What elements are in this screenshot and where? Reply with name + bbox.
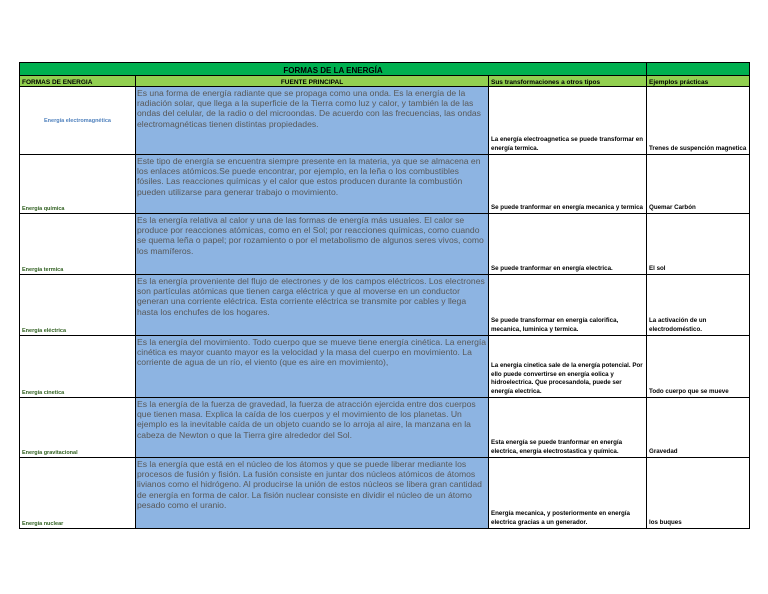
spreadsheet [19,62,749,529]
header-row [20,76,750,87]
table-row [20,275,750,336]
table-row [20,398,750,458]
transform-cell: Se puede transformar en energía calorifica, mecanica, luminica y termica. [489,275,647,336]
energy-name-cell: Energía electromagnética [20,87,136,155]
example-cell: La activación de un electrodoméstico. [647,275,750,336]
header-forms: FORMAS DE ENERGIA [20,76,136,87]
transform-cell: Energía mecanica, y posteriormente en energía electrica gracias a un generador. [489,458,647,529]
source-cell: Es una forma de energía radiante que se propaga como una onda. Es la energía de la radiación solar, que llega a la superficie de la Tierra como luz y calor, y también la de las ondas del celular, de la radio o del microondas. De acuerdo con las frecuencias, las ondas electromagnéticas tienen distintas propiedades. [136,87,489,155]
transform-cell: La energía electroagnetica se puede transformar en energía termica. [489,87,647,155]
table-row [20,155,750,214]
transform-cell: Se puede tranformar en energía electrica. [489,214,647,275]
header-examples: Ejemplos prácticas [647,76,750,87]
source-cell: Es la energía que está en el núcleo de los átomos y que se puede liberar mediante los procesos de fusión y fisión. La fusión consiste en juntar dos núcleos atómicos de átomos livianos como el hidrógeno. Al producirse la unión de estos núcleos se libera gran cantidad de energía en forma de calor. La fisión nuclear consiste en dividir el núcleo de un átomo pesado como el uranio. [136,458,489,529]
table-row [20,336,750,398]
energy-name-cell: Energía química [20,155,136,214]
header-transform: Sus transformaciones a otros tipos [489,76,647,87]
source-cell: Es la energía relativa al calor y una de las formas de energía más usuales. El calor se produce por reacciones atómicas, como en el Sol; por reacciones químicas, como cuando se quema leña o papel; por rozamiento o por el metabolismo de algunos seres vivos, como los mamíferos. [136,214,489,275]
example-cell: Trenes de suspención magnetica [647,87,750,155]
energy-name-cell: Energía eléctrica [20,275,136,336]
transform-cell: Esta energía se puede tranformar en energía electrica, energía electrostastica y química. [489,398,647,458]
source-cell: Este tipo de energía se encuentra siempre presente en la materia, ya que se almacena en los enlaces atómicos.Se puede encontrar, por ejemplo, en la leña o los combustibles fósiles. Las reacciones químicas y el calor que estos producen durante la combustión pueden utilizarse para generar trabajo o movimiento. [136,155,489,214]
table-row [20,458,750,529]
transform-cell: Se puede tranformar en energía mecanica y termica [489,155,647,214]
energy-name-cell: Energía nuclear [20,458,136,529]
source-cell: Es la energía proveniente del flujo de electrones y de los campos eléctricos. Los electrones son partículas atómicas que tienen carga eléctrica y que al moverse en un conductor generan una corriente eléctrica. Esta corriente eléctrica se transmite por cables y llega hasta los enchufes de los hogares. [136,275,489,336]
example-cell: Quemar Carbón [647,155,750,214]
transform-cell: La energia cinetica sale de la energía potencial. Por ello puede convertirse en energía eolica y hidroelectrica. Que procesandola, puede ser energía electrica. [489,336,647,398]
energy-name-cell: Energía cinetica [20,336,136,398]
energy-name-cell: Energía gravitacional [20,398,136,458]
table-row [20,214,750,275]
example-cell: Todo cuerpo que se mueve [647,336,750,398]
header-source: FUENTE PRINCIPAL [136,76,489,87]
example-cell: El sol [647,214,750,275]
table-row [20,87,750,155]
energy-table [19,62,750,529]
title-row [20,63,750,76]
example-cell: los buques [647,458,750,529]
source-cell: Es la energía de la fuerza de gravedad, la fuerza de atracción ejercida entre dos cuerpos que tienen masa. Explica la caída de los cuerpos y el movimiento de los planetas. Un ejemplo es la inevitable caída de un objeto cuando se lo arroja al aire, la manzana en la cabeza de Newton o que la Tierra gire alrededor del Sol. [136,398,489,458]
example-cell: Gravedad [647,398,750,458]
title-blank-cell [647,63,750,76]
table-title: FORMAS DE LA ENERGÍA [20,63,647,76]
source-cell: Es la energía del movimiento. Todo cuerpo que se mueve tiene energía cinética. La energía cinética es mayor cuanto mayor es la velocidad y la masa del cuerpo en movimiento. La corriente de agua de un río, el viento (que es aire en movimiento), [136,336,489,398]
energy-name-cell: Energía termica [20,214,136,275]
